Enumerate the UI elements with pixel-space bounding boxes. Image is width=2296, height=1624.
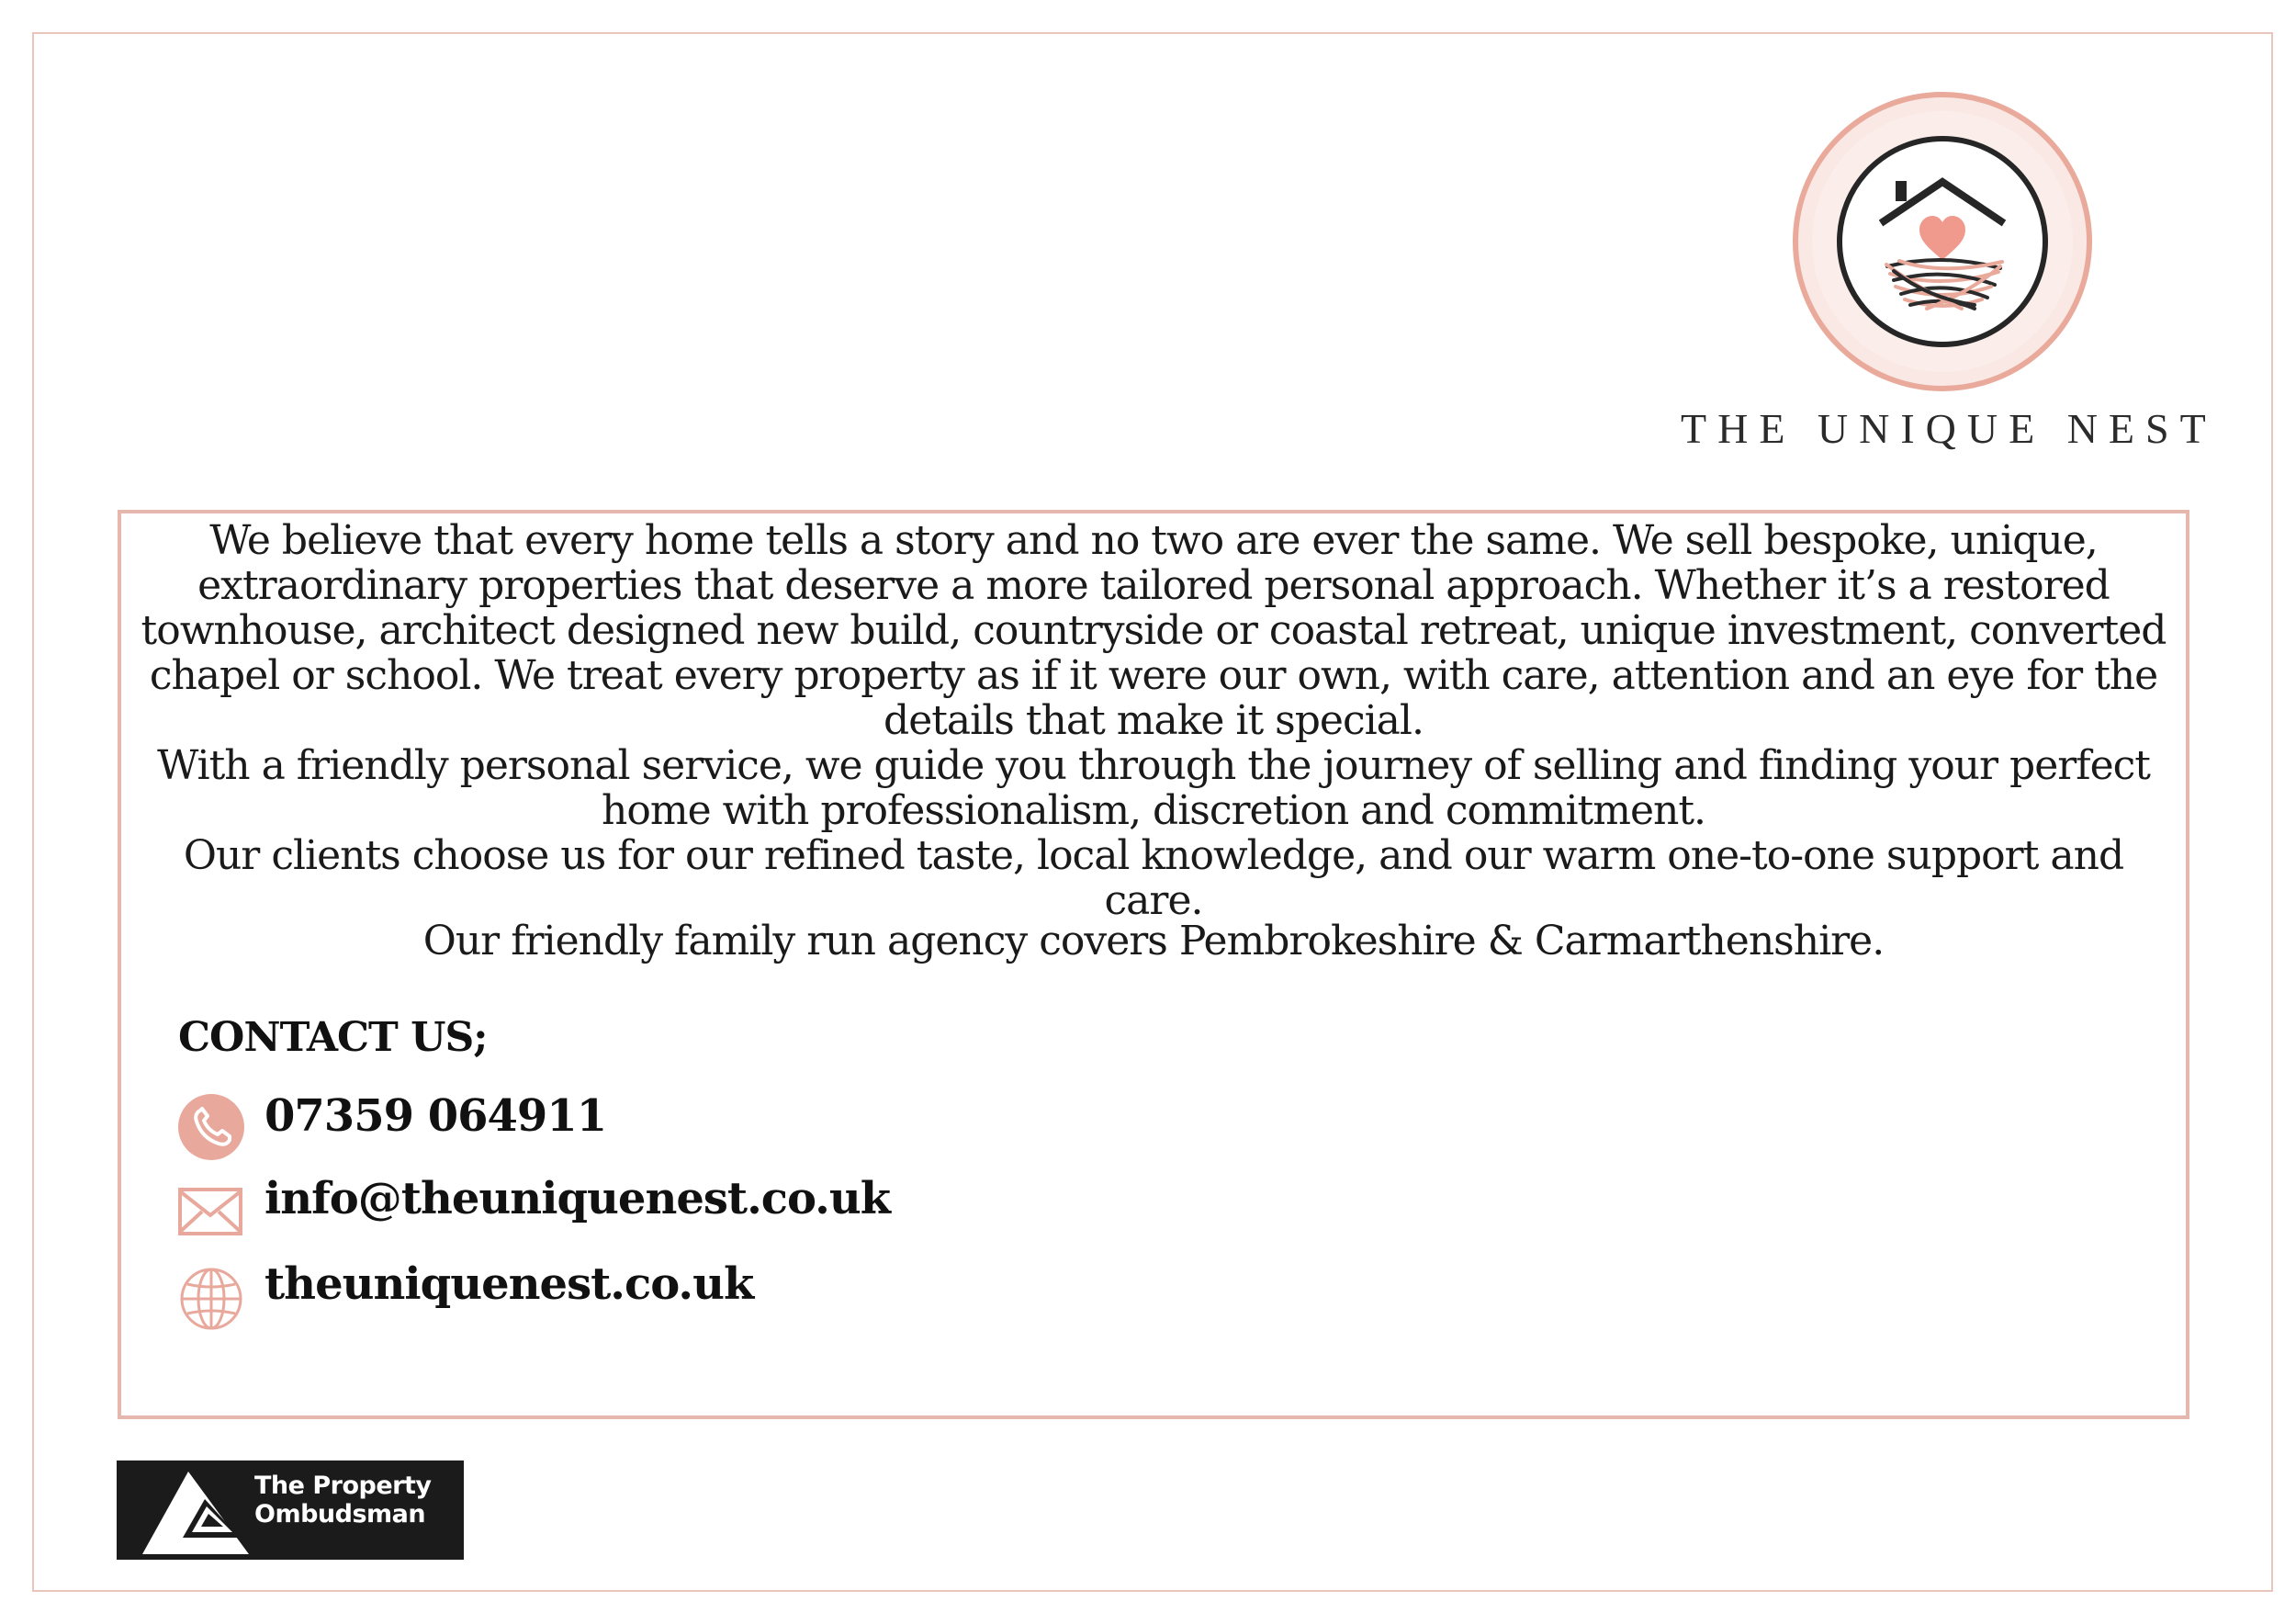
coverage-text: Our friendly family run agency covers Pembrokeshire & Carmarthenshire. [422, 918, 1885, 964]
content-box [118, 510, 2189, 1419]
website-url[interactable]: theuniquenest.co.uk [264, 1258, 754, 1310]
intro-paragraph: Our clients choose us for our refined taste, local knowledge, and our warm one-to-one support and care. [183, 832, 2124, 924]
phone-icon [176, 1090, 246, 1160]
intro-text [121, 518, 2186, 923]
intro-paragraph: With a friendly personal service, we guide you through the journey of selling and finding your perfect home with professionalism, discretion and commitment. [157, 742, 2150, 834]
ombudsman-triangle-icon [141, 1468, 260, 1556]
envelope-icon [176, 1177, 246, 1246]
ombudsman-line-1: The Property [254, 1472, 432, 1500]
brand-name: THE UNIQUE NEST [1681, 405, 2217, 452]
contact-heading: CONTACT US; [178, 1014, 488, 1061]
phone-number[interactable]: 07359 064911 [264, 1090, 607, 1142]
ombudsman-label [254, 1472, 431, 1528]
intro-paragraph: We believe that every home tells a story and no two are ever the same. We sell bespoke, unique, extraordinary properties that deserve a more tailored personal approach. Whether it’s a restored townhouse, architect designed new build, countryside or coastal retreat, unique investment, converted chapel or school. We treat every property as if it were our own, with care, attention and an eye for the details that make it special. [141, 517, 2167, 744]
ombudsman-line-2: Ombudsman [254, 1500, 426, 1528]
brand-logo [1786, 92, 2094, 404]
globe-icon [176, 1262, 246, 1332]
property-ombudsman-badge [117, 1460, 464, 1560]
house-nest-heart-logo-icon [1791, 92, 2094, 395]
email-address[interactable]: info@theuniquenest.co.uk [264, 1173, 891, 1224]
